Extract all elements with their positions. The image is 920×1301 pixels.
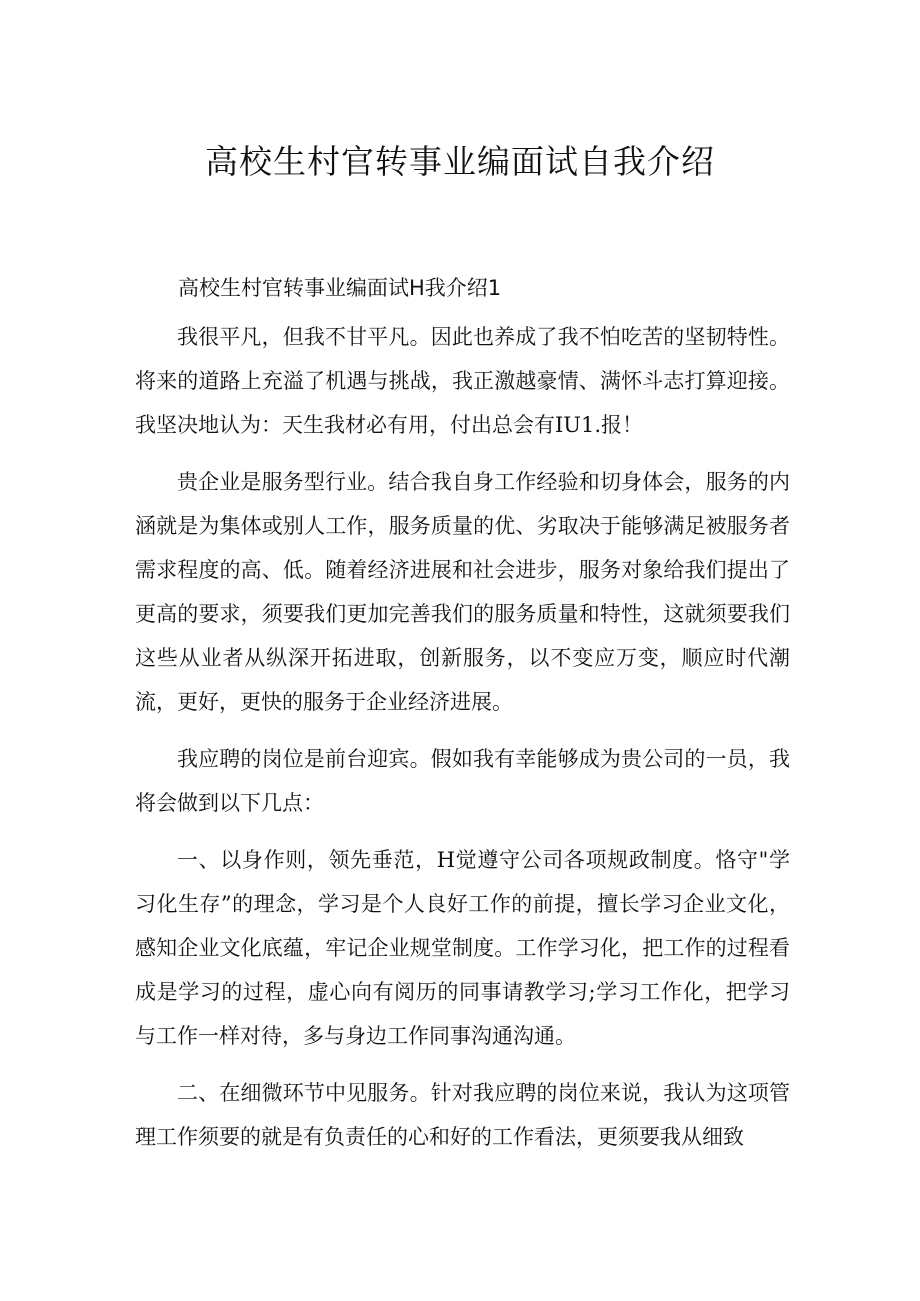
paragraph-4: 一、以身作则，领先垂范，H觉遵守公司各项规政制度。恪守"学习化生存”的理念，学习是个人良好工作的前提，擅长学习企业文化，感知企业文化底蕴，牢记企业规堂制度。工作学习化，把工作的过程看成是学习的过程，虚心向有阅历的同事请教学习;学习工作化，把学习与工作一样对待，多与身边工作同事沟通沟通。 — [135, 848, 790, 1048]
paragraph-5: 二、在细微环节中见服务。针对我应聘的岗位来说，我认为这项管理工作须要的就是有负责任的心和好的工作看法，更须要我从细致 — [135, 1081, 790, 1149]
paragraph-3: 我应聘的岗位是前台迎宾。假如我有幸能够成为贵公司的一员，我将会做到以下几点： — [135, 747, 790, 815]
document-title: 高校生村官转事业编面试自我介绍 — [205, 142, 715, 181]
document-body — [135, 315, 790, 1172]
paragraph-2: 贵企业是服务型行业。结合我自身工作经验和切身体会，服务的内涵就是为集体或别人工作，服务质量的优、劣取决于能够满足被服务者需求程度的高、低。随着经济进展和社会进步，服务对象给我们提出了更高的要求，须要我们更加完善我们的服务质量和特性，这就须要我们这些从业者从纵深开拓进取，创新服务，以不变应万变，顺应时代潮流，更好，更快的服务于企业经济进展。 — [135, 470, 790, 714]
paragraph-1: 我很平凡，但我不甘平凡。因此也养成了我不怕吃苦的坚韧特性。将来的道路上充溢了机遇与挑战，我正激越豪情、满怀斗志打算迎接。我坚决地认为：天生我材必有用，付出总会有IU1.报！ — [135, 325, 790, 437]
section-heading: 高校生村官转事业编面试H我介绍1 — [178, 276, 502, 300]
